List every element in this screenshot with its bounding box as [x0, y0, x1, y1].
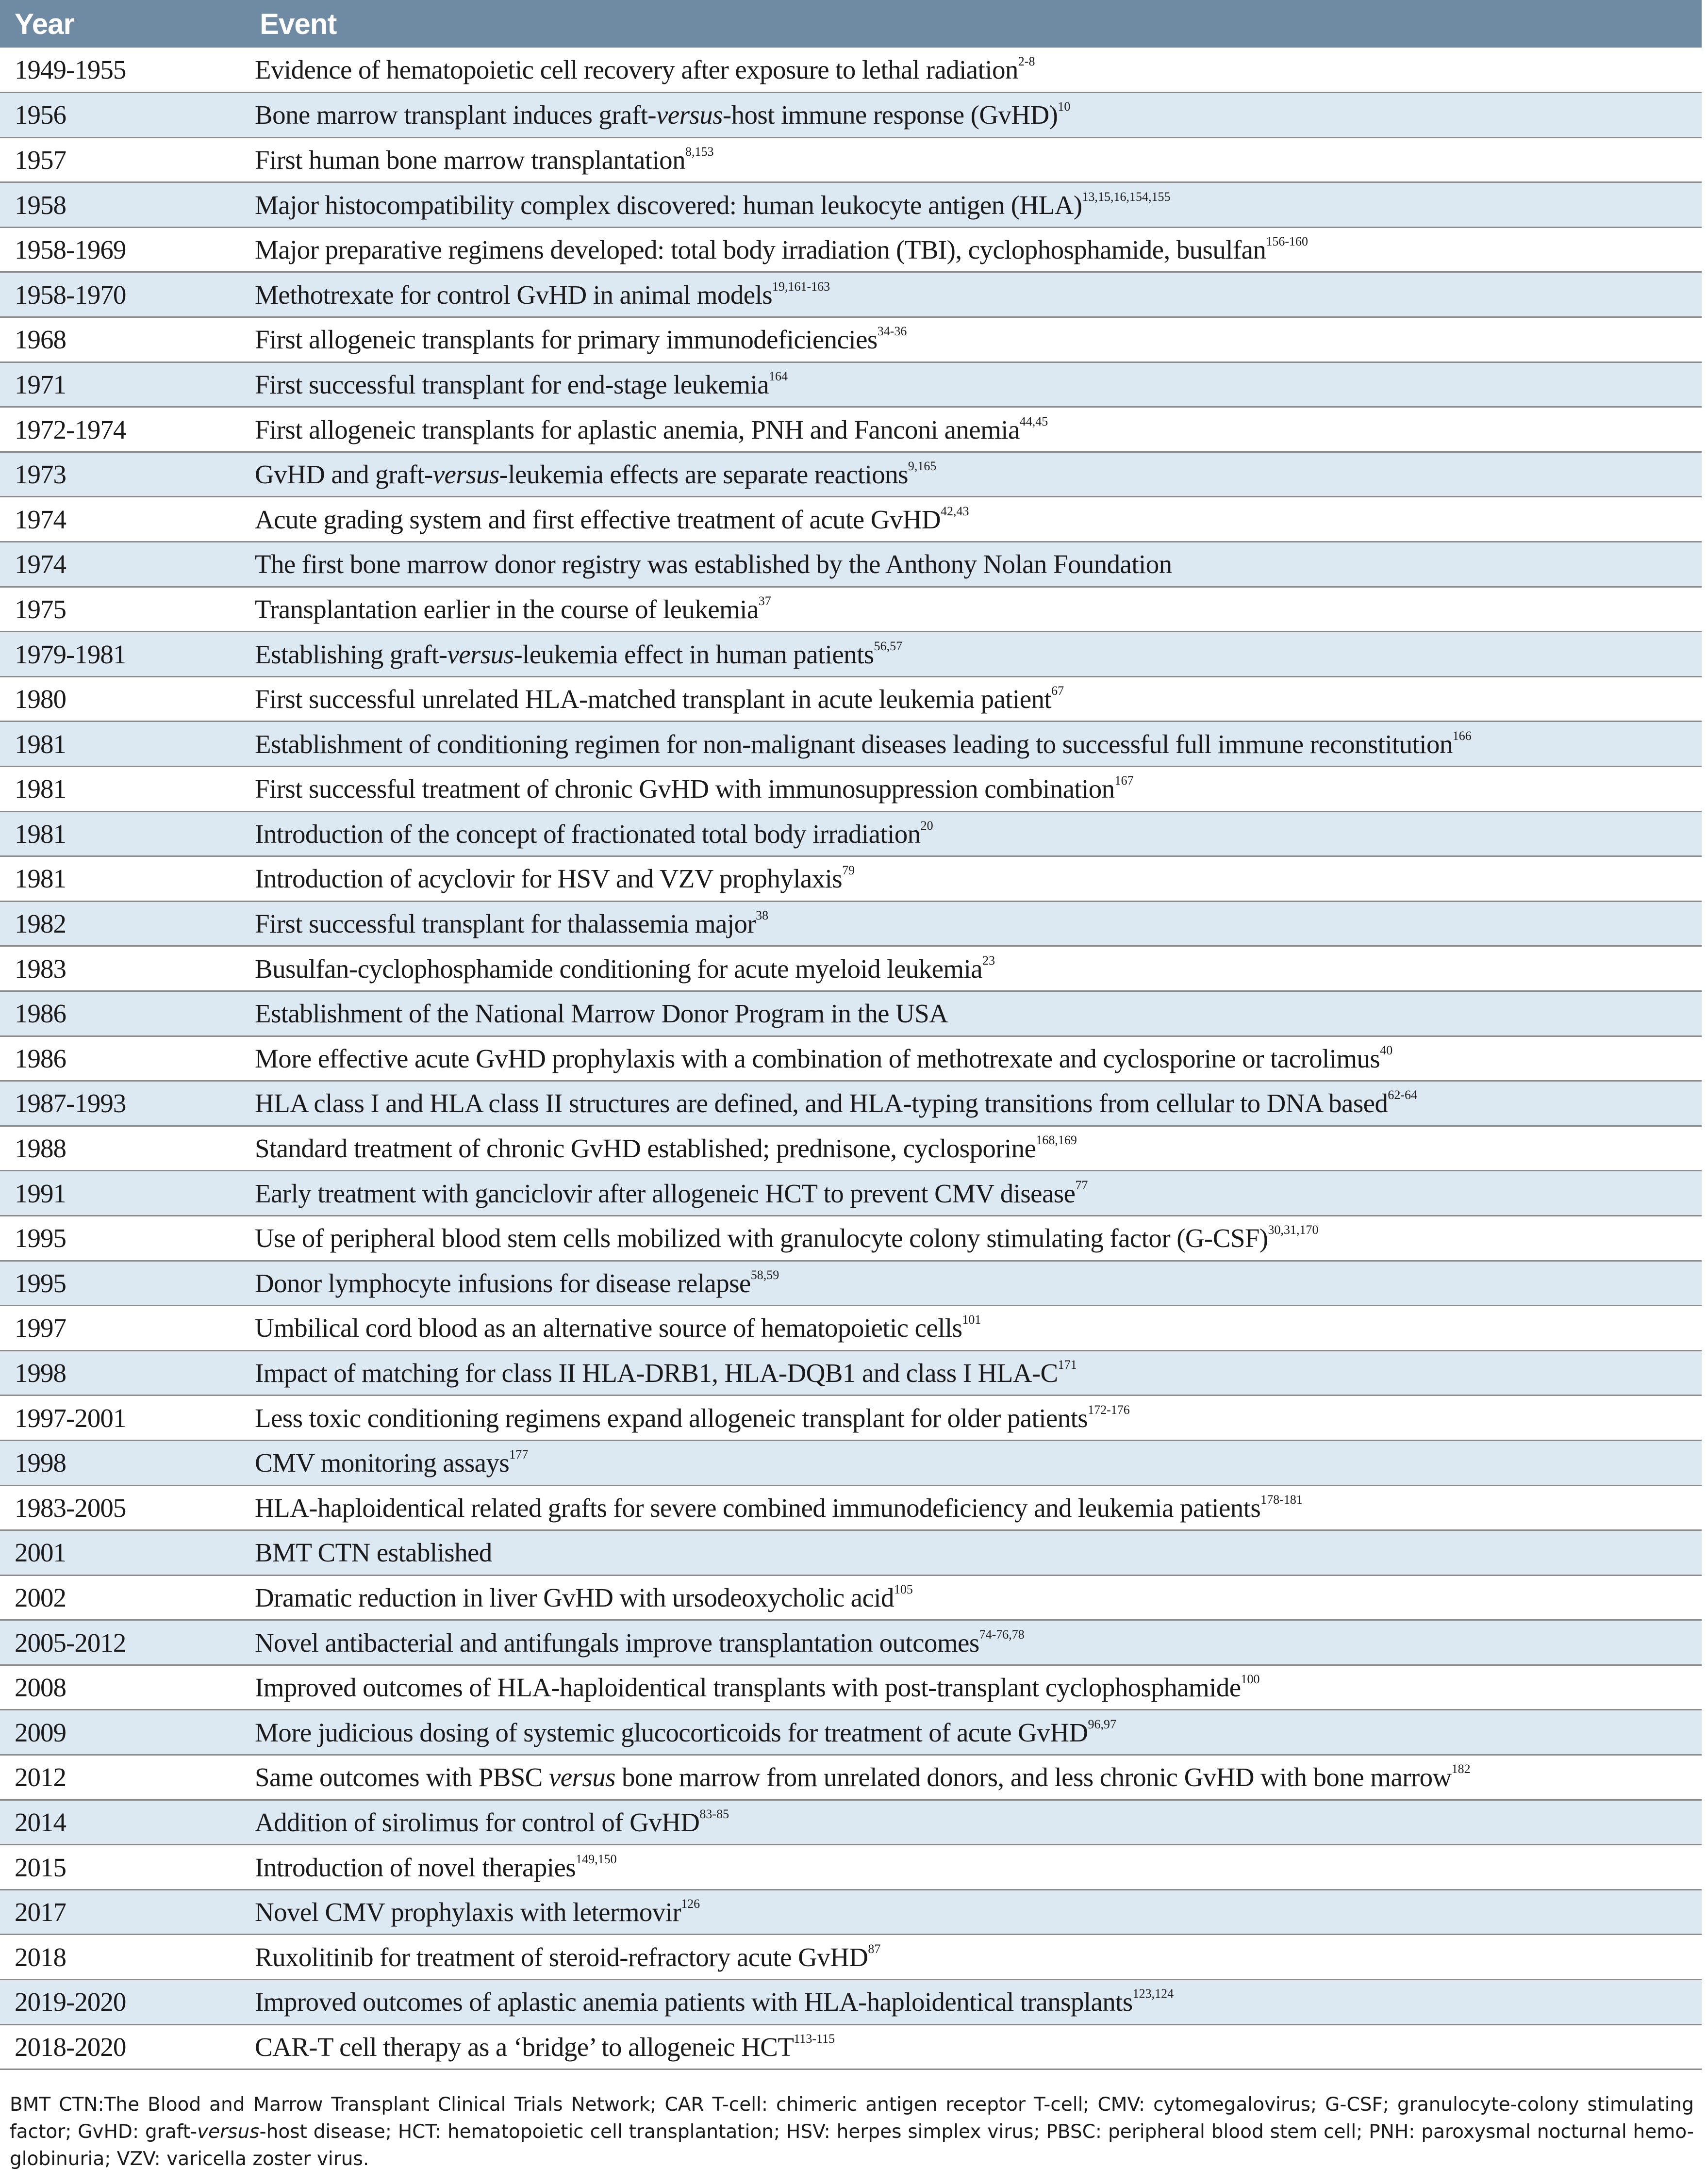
- reference-superscript: 44,45: [1019, 414, 1048, 428]
- table-row: [0, 587, 1702, 632]
- text-segment: -leukemia effects are separate reactions: [499, 460, 908, 490]
- year-cell: 2014: [0, 1800, 245, 1845]
- reference-superscript: 20: [920, 818, 933, 833]
- year-cell: 2012: [0, 1755, 245, 1800]
- text-segment: Major histocompatibility complex discovered: human leukocyte antigen (HLA): [255, 190, 1082, 220]
- year-cell: 1982: [0, 901, 245, 946]
- year-cell: 1975: [0, 587, 245, 632]
- reference-superscript: 23: [982, 953, 995, 968]
- event-cell: [245, 407, 1702, 452]
- text-segment: Umbilical cord blood as an alternative source of hematopoietic cells: [255, 1313, 962, 1343]
- header-row: [0, 0, 1702, 48]
- table-row: [0, 227, 1702, 272]
- year-cell: 1971: [0, 362, 245, 407]
- text-segment: HLA class I and HLA class II structures are defined, and HLA-typing transitions from cellular to DNA based: [255, 1088, 1388, 1118]
- text-segment: Novel antibacterial and antifungals improve transplantation outcomes: [255, 1627, 979, 1658]
- reference-superscript: 166: [1452, 728, 1472, 743]
- event-cell: [245, 632, 1702, 677]
- text-segment: Introduction of the concept of fractionated total body irradiation: [255, 819, 921, 849]
- table-row: [0, 362, 1702, 407]
- table-row: [0, 317, 1702, 362]
- table-row: [0, 1126, 1702, 1171]
- reference-superscript: 56,57: [874, 639, 903, 653]
- text-segment: First human bone marrow transplantation: [255, 145, 685, 175]
- table-row: [0, 1485, 1702, 1530]
- year-cell: 2005-2012: [0, 1620, 245, 1665]
- year-cell: 2008: [0, 1665, 245, 1710]
- year-cell: 1980: [0, 676, 245, 722]
- year-cell: 1997: [0, 1306, 245, 1351]
- table-row: [0, 1935, 1702, 1980]
- event-cell: [245, 1665, 1702, 1710]
- reference-superscript: 19,161-163: [772, 279, 830, 294]
- reference-superscript: 105: [894, 1582, 913, 1596]
- table-row: [0, 137, 1702, 182]
- event-cell: [245, 362, 1702, 407]
- text-segment: Donor lymphocyte infusions for disease relapse: [255, 1268, 751, 1298]
- table-row: [0, 767, 1702, 812]
- text-segment: Standard treatment of chronic GvHD established; prednisone, cyclosporine: [255, 1133, 1036, 1164]
- event-cell: [245, 1889, 1702, 1935]
- reference-superscript: 126: [681, 1897, 700, 1911]
- event-cell: [245, 1081, 1702, 1126]
- year-cell: 1958-1969: [0, 227, 245, 272]
- text-segment: Less toxic conditioning regimens expand allogeneic transplant for older patients: [255, 1403, 1088, 1433]
- year-cell: 1998: [0, 1350, 245, 1396]
- reference-superscript: 2-8: [1018, 54, 1035, 69]
- reference-superscript: 149,150: [576, 1852, 617, 1866]
- text-segment: More effective acute GvHD prophylaxis with a combination of methotrexate and cyclosporine or tacrolimus: [255, 1043, 1380, 1073]
- event-cell: [245, 227, 1702, 272]
- year-cell: 2009: [0, 1710, 245, 1755]
- event-cell: [245, 272, 1702, 317]
- reference-superscript: 67: [1051, 684, 1064, 698]
- table-row: [0, 1081, 1702, 1126]
- text-segment: Use of peripheral blood stem cells mobilized with granulocyte colony stimulating factor (G-CSF): [255, 1223, 1268, 1253]
- table-row: [0, 497, 1702, 542]
- event-cell: [245, 48, 1702, 93]
- table-row: [0, 93, 1702, 138]
- italic-text: versus: [548, 1762, 615, 1792]
- event-cell: [245, 182, 1702, 228]
- event-cell: [245, 946, 1702, 991]
- event-cell: [245, 1800, 1702, 1845]
- table-row: [0, 1350, 1702, 1396]
- text-segment: Busulfan-cyclophosphamide conditioning for acute myeloid leukemia: [255, 953, 983, 984]
- event-cell: [245, 901, 1702, 946]
- reference-superscript: 172-176: [1088, 1402, 1130, 1417]
- text-segment: Introduction of acyclovir for HSV and VZV prophylaxis: [255, 864, 843, 894]
- reference-superscript: 83-85: [699, 1806, 729, 1821]
- table-row: [0, 452, 1702, 497]
- reference-superscript: 96,97: [1088, 1717, 1116, 1731]
- year-cell: 1986: [0, 991, 245, 1036]
- reference-superscript: 30,31,170: [1268, 1223, 1319, 1237]
- reference-superscript: 168,169: [1036, 1133, 1077, 1148]
- reference-superscript: 100: [1241, 1672, 1260, 1687]
- year-cell: 1995: [0, 1261, 245, 1306]
- event-cell: [245, 93, 1702, 138]
- text-segment: First successful transplant for end-stage leukemia: [255, 369, 769, 399]
- text-segment: Novel CMV prophylaxis with letermovir: [255, 1897, 681, 1927]
- text-segment: Ruxolitinib for treatment of steroid-refractory acute GvHD: [255, 1942, 868, 1972]
- table-row: [0, 1440, 1702, 1485]
- reference-superscript: 13,15,16,154,155: [1082, 189, 1171, 204]
- reference-superscript: 164: [769, 369, 788, 383]
- event-cell: [245, 1755, 1702, 1800]
- year-cell: 1968: [0, 317, 245, 362]
- reference-superscript: 177: [509, 1447, 529, 1462]
- text-segment: Early treatment with ganciclovir after allogeneic HCT to prevent CMV disease: [255, 1178, 1076, 1208]
- event-cell: [245, 1440, 1702, 1485]
- reference-superscript: 8,153: [685, 144, 714, 159]
- event-cell: [245, 2024, 1702, 2069]
- reference-superscript: 101: [962, 1313, 981, 1327]
- table-row: [0, 1755, 1702, 1800]
- text-segment: -host immune response (GvHD): [722, 100, 1058, 130]
- year-cell: 2018-2020: [0, 2024, 245, 2069]
- table-row: [0, 542, 1702, 587]
- reference-superscript: 58,59: [750, 1267, 779, 1282]
- text-segment: The first bone marrow donor registry was established by the Anthony Nolan Foundation: [255, 549, 1172, 579]
- text-segment: Establishment of conditioning regimen for non-malignant diseases leading to successful full immune reconstitution: [255, 729, 1453, 759]
- event-cell: [245, 1485, 1702, 1530]
- table-row: [0, 1530, 1702, 1576]
- event-cell: [245, 587, 1702, 632]
- event-cell: [245, 317, 1702, 362]
- text-segment: CAR-T cell therapy as a ‘bridge’ to allogeneic HCT: [255, 2032, 794, 2062]
- year-cell: 1997-2001: [0, 1396, 245, 1441]
- table-row: [0, 1306, 1702, 1351]
- event-cell: [245, 722, 1702, 767]
- year-cell: 1973: [0, 452, 245, 497]
- year-cell: 1958-1970: [0, 272, 245, 317]
- year-cell: 1986: [0, 1036, 245, 1081]
- table-row: [0, 1710, 1702, 1755]
- table-row: [0, 1215, 1702, 1261]
- table-row: [0, 1665, 1702, 1710]
- table-row: [0, 48, 1702, 93]
- year-cell: 1998: [0, 1440, 245, 1485]
- text-segment: Dramatic reduction in liver GvHD with ursodeoxycholic acid: [255, 1582, 894, 1612]
- reference-superscript: 182: [1451, 1762, 1471, 1776]
- text-segment: First allogeneic transplants for aplastic anemia, PNH and Fanconi anemia: [255, 414, 1020, 444]
- event-cell: [245, 1845, 1702, 1890]
- year-cell: 1981: [0, 767, 245, 812]
- table-row: [0, 1800, 1702, 1845]
- year-cell: 2002: [0, 1575, 245, 1620]
- reference-superscript: 171: [1058, 1358, 1077, 1372]
- year-cell: 2019-2020: [0, 1980, 245, 2025]
- event-cell: [245, 1171, 1702, 1216]
- event-cell: [245, 1396, 1702, 1441]
- text-segment: Addition of sirolimus for control of GvHD: [255, 1807, 700, 1837]
- reference-superscript: 77: [1075, 1178, 1088, 1192]
- year-cell: 2018: [0, 1935, 245, 1980]
- reference-superscript: 74-76,78: [979, 1627, 1025, 1642]
- italic-text: versus: [447, 639, 514, 669]
- event-cell: [245, 497, 1702, 542]
- event-cell: [245, 1710, 1702, 1755]
- italic-text: versus: [197, 2121, 260, 2143]
- year-cell: 1958: [0, 182, 245, 228]
- text-segment: Improved outcomes of HLA-haploidentical transplants with post-transplant cyclophosphamide: [255, 1673, 1241, 1703]
- reference-superscript: 62-64: [1388, 1088, 1418, 1102]
- text-segment: bone marrow from unrelated donors, and less chronic GvHD with bone marrow: [615, 1762, 1452, 1792]
- year-cell: 1987-1993: [0, 1081, 245, 1126]
- table-row: [0, 901, 1702, 946]
- table-row: [0, 946, 1702, 991]
- event-cell: [245, 767, 1702, 812]
- event-cell: [245, 1126, 1702, 1171]
- event-cell: [245, 676, 1702, 722]
- event-cell: [245, 1261, 1702, 1306]
- event-cell: [245, 1980, 1702, 2025]
- header-event: Event: [260, 7, 337, 40]
- year-cell: 1981: [0, 811, 245, 856]
- year-cell: 1983-2005: [0, 1485, 245, 1530]
- event-cell: [245, 1306, 1702, 1351]
- reference-superscript: 40: [1380, 1043, 1393, 1057]
- table-footnote: [10, 2091, 1694, 2173]
- table-row: [0, 407, 1702, 452]
- text-segment: Bone marrow transplant induces graft-: [255, 100, 656, 130]
- event-cell: [245, 1620, 1702, 1665]
- reference-superscript: 38: [756, 908, 769, 923]
- text-segment: First successful treatment of chronic GvHD with immunosuppression combination: [255, 774, 1115, 804]
- event-cell: [245, 1575, 1702, 1620]
- reference-superscript: 9,165: [908, 459, 937, 474]
- text-segment: Major preparative regimens developed: total body irradiation (TBI), cyclophosphamide, busulfan: [255, 235, 1266, 265]
- event-cell: [245, 811, 1702, 856]
- text-segment: First allogeneic transplants for primary immunodeficiencies: [255, 325, 878, 355]
- text-segment: HLA-haploidentical related grafts for severe combined immunodeficiency and leukemia patients: [255, 1493, 1261, 1523]
- text-segment: First successful unrelated HLA-matched transplant in acute leukemia patient: [255, 684, 1052, 714]
- reference-superscript: 87: [868, 1941, 881, 1956]
- year-cell: 1949-1955: [0, 48, 245, 93]
- table-row: [0, 1889, 1702, 1935]
- table-row: [0, 1620, 1702, 1665]
- header-year: Year: [15, 7, 74, 40]
- table-row: [0, 811, 1702, 856]
- text-segment: -host disease; HCT: hematopoietic cell transplantation; HSV: herpes simplex virus; PBSC: peripheral blood stem cell; PNH: paroxysmal nocturnal hemo-globinuria; VZV: varicella zoster virus.: [10, 2121, 1694, 2170]
- event-cell: [245, 137, 1702, 182]
- table-row: [0, 1575, 1702, 1620]
- event-cell: [245, 1215, 1702, 1261]
- event-cell: [245, 991, 1702, 1036]
- event-cell: [245, 542, 1702, 587]
- event-cell: [245, 452, 1702, 497]
- text-segment: -leukemia effect in human patients: [513, 639, 874, 669]
- text-segment: Impact of matching for class II HLA-DRB1, HLA-DQB1 and class I HLA-C: [255, 1358, 1058, 1388]
- table-row: [0, 991, 1702, 1036]
- text-segment: Establishing graft-: [255, 639, 447, 669]
- reference-superscript: 113-115: [794, 2031, 835, 2046]
- year-cell: 1995: [0, 1215, 245, 1261]
- year-cell: 1972-1974: [0, 407, 245, 452]
- text-segment: GvHD and graft-: [255, 460, 433, 490]
- year-cell: 1988: [0, 1126, 245, 1171]
- reference-superscript: 10: [1058, 99, 1071, 114]
- italic-text: versus: [656, 100, 723, 130]
- event-cell: [245, 1036, 1702, 1081]
- year-cell: 1974: [0, 542, 245, 587]
- text-segment: Same outcomes with PBSC: [255, 1762, 549, 1792]
- reference-superscript: 37: [758, 593, 771, 608]
- text-segment: First successful transplant for thalassemia major: [255, 909, 756, 939]
- year-cell: 2001: [0, 1530, 245, 1576]
- year-cell: 1981: [0, 856, 245, 902]
- text-segment: BMT CTN:The Blood and Marrow Transplant Clinical Trials Network; CAR T-cell: chimeric antigen receptor T-cell; CMV: cytomegalovirus; G-CSF; granulocyte-colony stimulating factor; GvHD: graft-: [10, 2094, 1694, 2143]
- table-row: [0, 722, 1702, 767]
- year-cell: 2017: [0, 1889, 245, 1935]
- year-cell: 1983: [0, 946, 245, 991]
- year-cell: 1979-1981: [0, 632, 245, 677]
- reference-superscript: 34-36: [877, 324, 907, 339]
- table-header: [0, 0, 1702, 48]
- italic-text: versus: [432, 460, 499, 490]
- table-row: [0, 676, 1702, 722]
- reference-superscript: 167: [1114, 773, 1134, 788]
- text-segment: Improved outcomes of aplastic anemia patients with HLA-haploidentical transplants: [255, 1987, 1133, 2017]
- table-row: [0, 1171, 1702, 1216]
- table-row: [0, 182, 1702, 228]
- year-cell: 1956: [0, 93, 245, 138]
- reference-superscript: 42,43: [940, 504, 969, 518]
- table-row: [0, 272, 1702, 317]
- year-cell: 2015: [0, 1845, 245, 1890]
- event-cell: [245, 856, 1702, 902]
- year-cell: 1981: [0, 722, 245, 767]
- table-body: [0, 48, 1702, 2069]
- reference-superscript: 156-160: [1266, 234, 1308, 249]
- reference-superscript: 79: [842, 863, 855, 878]
- year-cell: 1974: [0, 497, 245, 542]
- event-cell: [245, 1350, 1702, 1396]
- table-row: [0, 1845, 1702, 1890]
- text-segment: BMT CTN established: [255, 1538, 492, 1568]
- table-row: [0, 632, 1702, 677]
- text-segment: Methotrexate for control GvHD in animal models: [255, 279, 773, 310]
- year-cell: 1957: [0, 137, 245, 182]
- table-row: [0, 2024, 1702, 2069]
- year-cell: 1991: [0, 1171, 245, 1216]
- table-row: [0, 1980, 1702, 2025]
- text-segment: More judicious dosing of systemic glucocorticoids for treatment of acute GvHD: [255, 1717, 1088, 1747]
- text-segment: Introduction of novel therapies: [255, 1852, 576, 1882]
- table-row: [0, 1036, 1702, 1081]
- reference-superscript: 178-181: [1260, 1492, 1303, 1507]
- text-segment: Establishment of the National Marrow Donor Program in the USA: [255, 999, 948, 1029]
- event-cell: [245, 1530, 1702, 1576]
- text-segment: CMV monitoring assays: [255, 1448, 510, 1478]
- text-segment: Evidence of hematopoietic cell recovery after exposure to lethal radiation: [255, 55, 1018, 85]
- table-row: [0, 1261, 1702, 1306]
- event-cell: [245, 1935, 1702, 1980]
- text-segment: Acute grading system and first effective treatment of acute GvHD: [255, 504, 941, 534]
- reference-superscript: 123,124: [1132, 1987, 1174, 2001]
- table-row: [0, 856, 1702, 902]
- table-row: [0, 1396, 1702, 1441]
- text-segment: Transplantation earlier in the course of leukemia: [255, 594, 759, 624]
